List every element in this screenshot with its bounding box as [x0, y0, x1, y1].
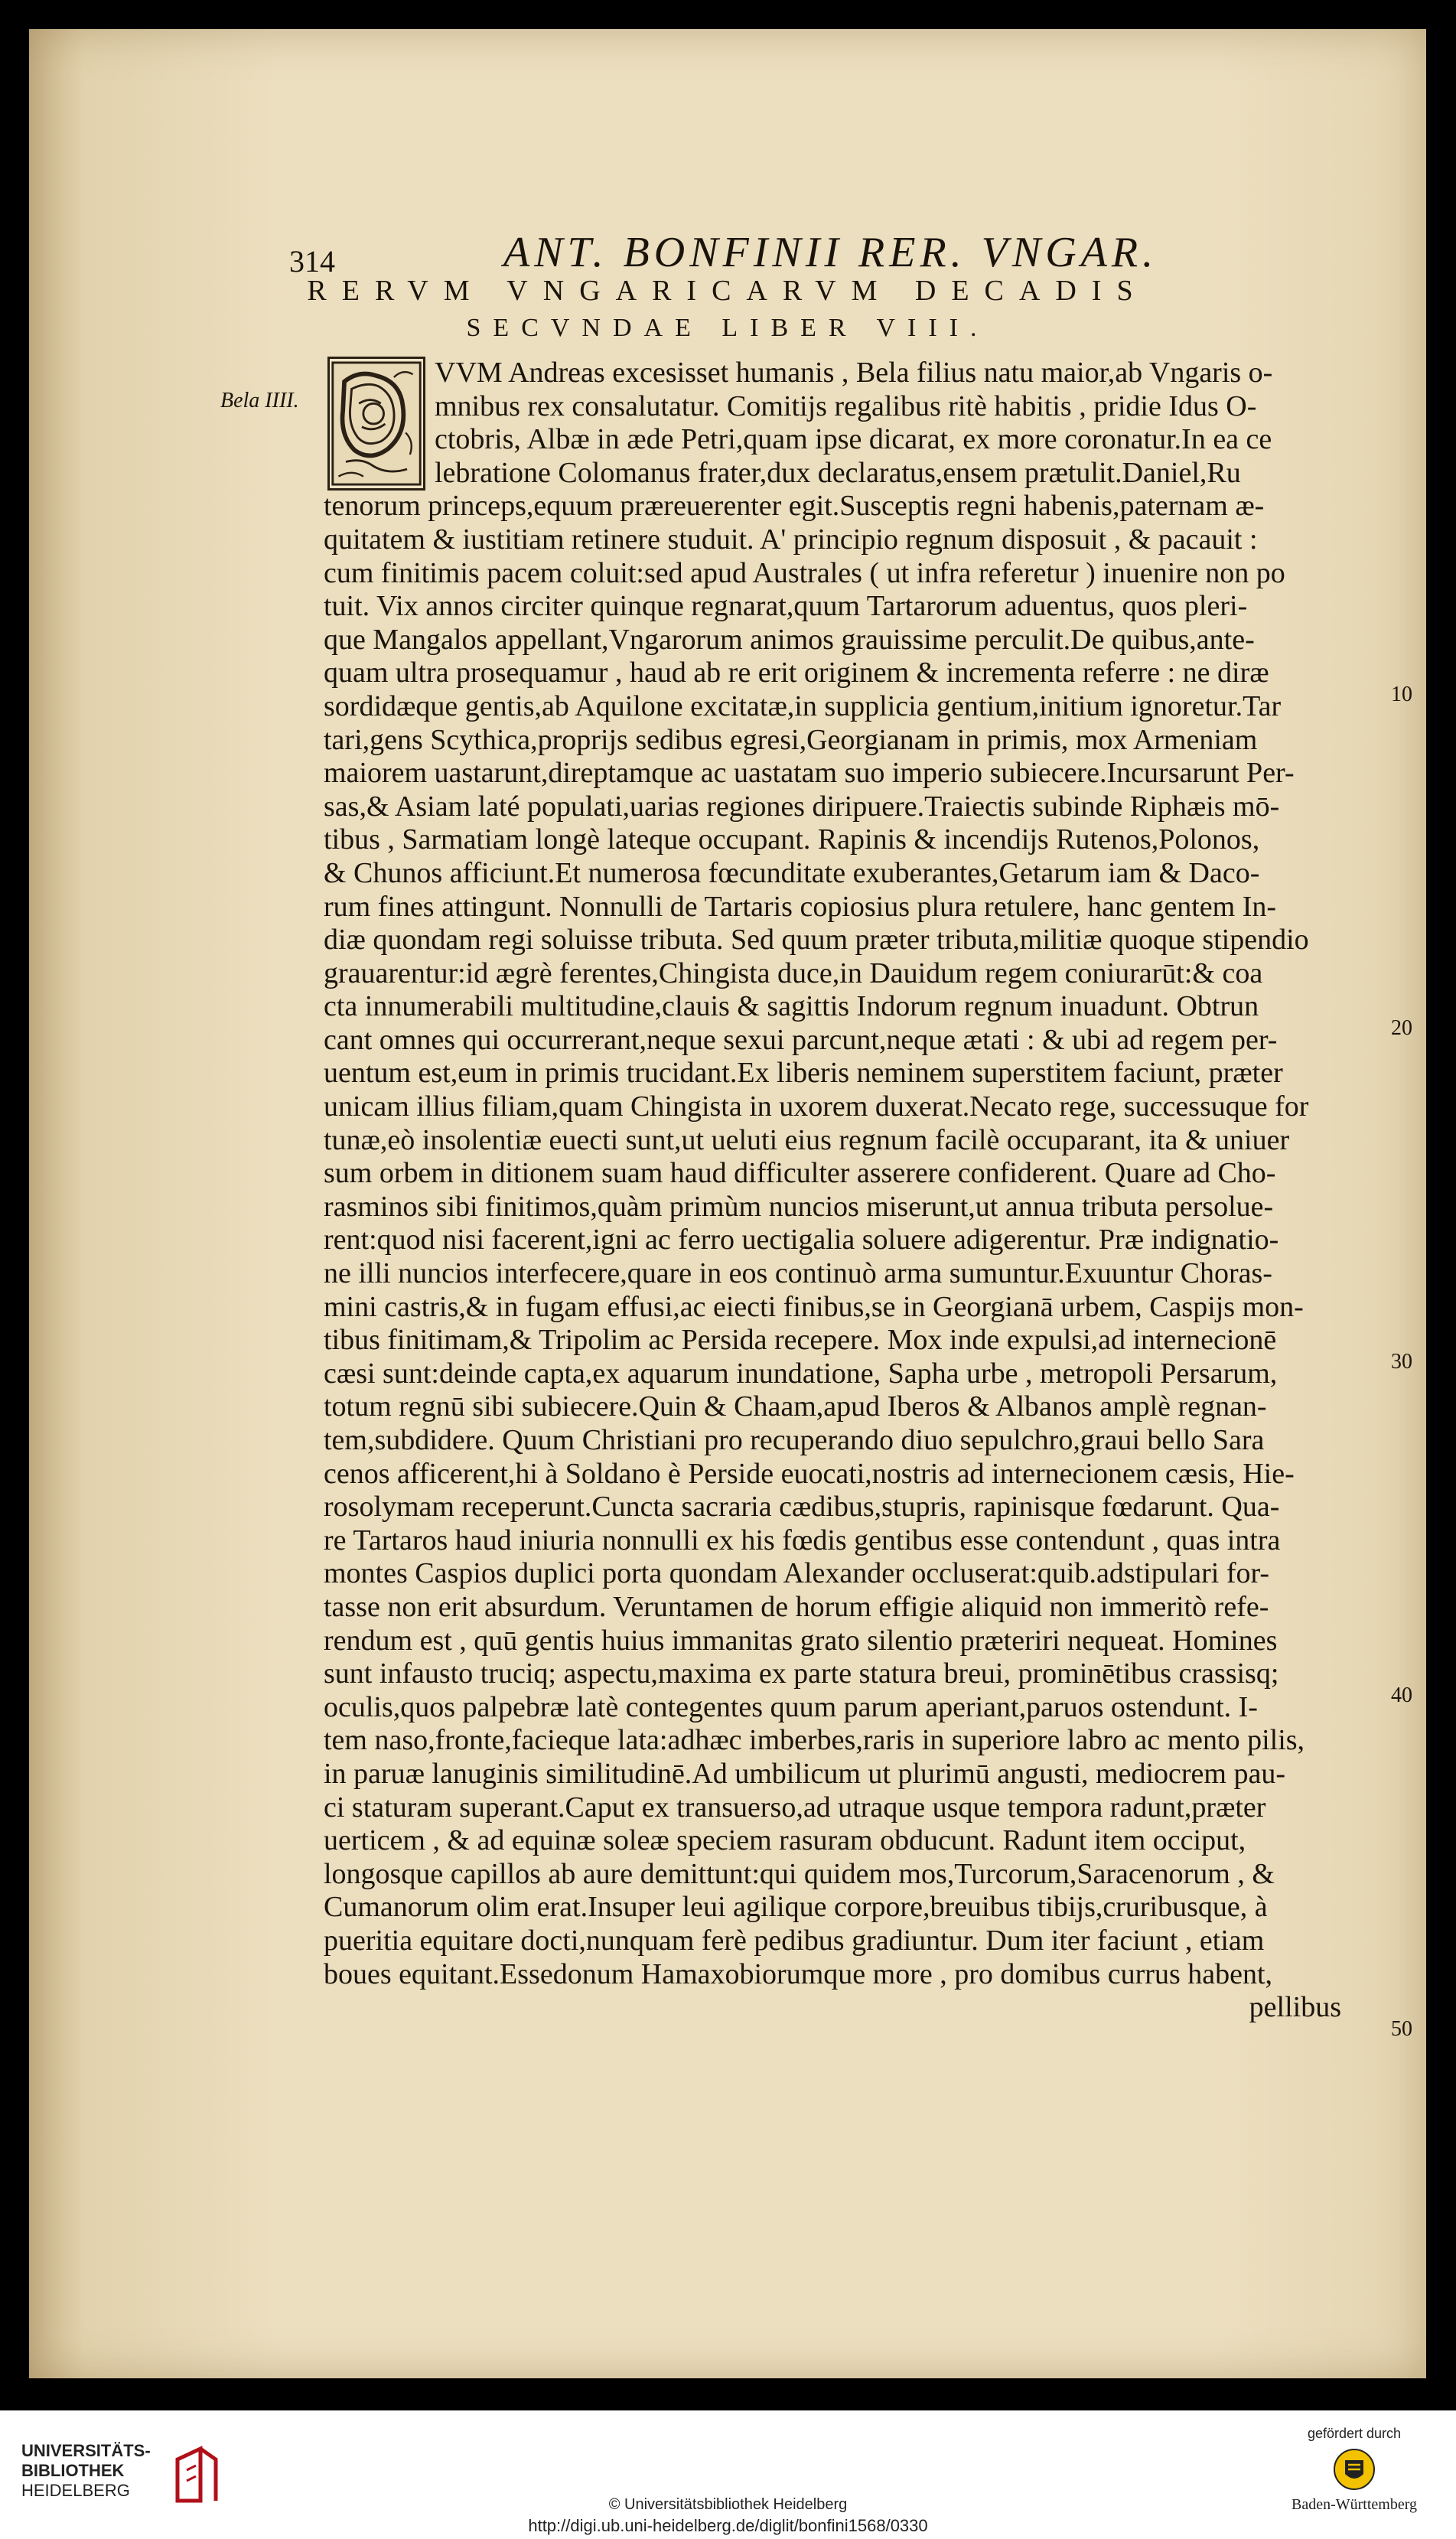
line-number: 30: [1391, 1350, 1412, 1374]
text-line: uentum est,eum in primis trucidant.Ex liberis neminem superstitem faciunt, præter: [324, 1057, 1283, 1090]
text-line: ci staturam superant.Caput ex transuerso,ad utraque usque tempora radunt,præter: [324, 1791, 1266, 1824]
text-line: cenos afficerent,hi à Soldano è Perside euocati,nostris ad internecionem cæsis, Hie-: [324, 1457, 1295, 1490]
text-line: quam ultra prosequamur , haud ab re erit originem & incrementa referre : ne diræ: [324, 657, 1269, 689]
text-line: montes Caspios duplici porta quondam Alexander occluserat:quib.adstipulari for-: [324, 1557, 1270, 1590]
sponsor-label: gefördert durch: [1307, 2426, 1402, 2441]
text-line: diæ quondam regi soluisse tributa. Sed quum præter tributa,militiæ quoque stipendio: [324, 924, 1309, 957]
line-number: 10: [1391, 683, 1412, 706]
line-number: 50: [1391, 2017, 1412, 2041]
text-line: maiorem uastarunt,direptamque ac uastatam suo imperio subiecere.Incursarunt Per-: [324, 757, 1295, 790]
library-emblem-icon: [173, 2444, 220, 2504]
text-line: rum fines attingunt. Nonnulli de Tartaris copiosius plura retulere, hanc gentem In-: [324, 890, 1277, 923]
text-line: boues equitant.Essedonum Hamaxobiorumque more , pro domibus currus habent,: [324, 1957, 1273, 1990]
text-line: sordidæque gentis,ab Aquilone excitatæ,in supplicia gentium,initium ignoretur.Tar: [324, 689, 1282, 722]
book-page: [29, 29, 1426, 2378]
text-line: tunæ,eò insolentiæ euecti sunt,ut ueluti eius regnum facilè occuparant, ita & uniuer: [324, 1123, 1290, 1156]
text-line: tibus , Sarmatiam longè lateque occupant. Rapinis & incendijs Rutenos,Polonos,: [324, 823, 1260, 856]
text-line: sunt infausto truciq; aspectu,maxima ex parte statura breui, prominētibus crassisq;: [324, 1657, 1279, 1690]
text-line: sum orbem in ditionem suam haud difficulter asserere confiderent. Quare ad Cho-: [324, 1157, 1276, 1190]
text-line: ctobris, Albæ in æde Petri,quam ipse dicarat, ex more coronatur.In ea ce: [435, 423, 1272, 456]
text-line: oculis,quos palpebræ latè contegentes quum parum aperiant,paruos ostendunt. I-: [324, 1690, 1258, 1723]
text-line: tari,gens Scythica,proprijs sedibus egresi,Georgianam in primis, mox Armeniam: [324, 723, 1258, 756]
text-line: rent:quod nisi facerent,igni ac ferro uectigalia soluere adigerentur. Præ indignatio-: [324, 1224, 1279, 1256]
text-line: quitatem & iustitiam retinere studuit. A' principio regnum disposuit , & pacauit :: [324, 523, 1258, 556]
text-line: longosque capillos ab aure demittunt:qui quidem mos,Turcorum,Saracenorum , &: [324, 1857, 1275, 1890]
text-line: unicam illius filiam,quam Chingista in uxorem duxerat.Necato rege, successuque for: [324, 1090, 1309, 1123]
library-name-line: HEIDELBERG: [21, 2481, 130, 2500]
text-line: tem,subdidere. Quum Christiani pro recuperando diuo sepulchro,graui bello Sara: [324, 1424, 1265, 1456]
text-line: que Mangalos appellant,Vngarorum animos grauissime perculit.De quibus,ante-: [324, 623, 1255, 656]
text-line: mnibus rex consalutatur. Comitijs regalibus ritè habitis , pridie Idus O-: [435, 389, 1257, 422]
text-line: cant omnes qui occurrerant,neque sexui parcunt,neque ætati : & ubi ad regem per-: [324, 1023, 1278, 1056]
text-line: tibus finitimam,& Tripolim ac Persida recepere. Mox inde expulsi,ad internecionē: [324, 1324, 1277, 1357]
text-line: totum regnū sibi subiecere.Quin & Chaam,apud Iberos & Albanos amplè regnan-: [324, 1390, 1267, 1423]
chapter-subtitle: SECVNDAE LIBER VIII.: [466, 314, 989, 342]
text-line: pueritia equitare docti,nunquam ferè pedibus gradiuntur. Dum iter faciunt , etiam: [324, 1924, 1265, 1957]
text-line: cum finitimis pacem coluit:sed apud Australes ( ut infra referetur ) inuenire non po: [324, 556, 1285, 589]
text-line: sas,& Asiam laté populati,uarias regiones diripuere.Traiectis subinde Riphæis mō-: [324, 790, 1280, 823]
sponsor-name: Baden-Württemberg: [1291, 2496, 1417, 2513]
marginal-note: Bela IIII.: [220, 389, 299, 412]
text-line: rasminos sibi finitimos,quàm primùm nuncios miserunt,ut annua tributa persolue-: [324, 1190, 1274, 1223]
line-number: 20: [1391, 1016, 1412, 1040]
text-line: VVM Andreas excesisset humanis , Bela filius natu maior,ab Vngaris o-: [435, 357, 1273, 389]
text-line: uerticem , & ad equinæ soleæ speciem rasuram obducunt. Radunt item occiput,: [324, 1824, 1246, 1857]
text-line: rosolymam receperunt.Cuncta sacraria cædibus,stupris, rapinisque fœdarunt. Qua-: [324, 1491, 1280, 1524]
permalink[interactable]: http://digi.ub.uni-heidelberg.de/diglit/bonfini1568/0330: [528, 2516, 928, 2535]
body-text: [324, 357, 1341, 2025]
page-number: 314: [289, 244, 335, 279]
text-line: tenorum princeps,equum præreuerenter egit.Susceptis regni habenis,paternam æ-: [324, 490, 1265, 523]
text-line: mini castris,& in fugam effusi,ac eiecti finibus,se in Georgianā urbem, Caspijs mon-: [324, 1290, 1304, 1323]
text-line: in paruæ lanuginis similitudinē.Ad umbilicum ut plurimū angusti, mediocrem pau-: [324, 1757, 1286, 1790]
catchword: pellibus: [1249, 1991, 1341, 2024]
copyright-notice: © Universitätsbibliothek Heidelberg: [608, 2496, 848, 2513]
text-line: cta innumerabili multitudine,clauis & sagittis Indorum regnum inuadunt. Obtrun: [324, 990, 1259, 1023]
library-name-line: UNIVERSITÄTS-: [21, 2441, 151, 2460]
text-line: re Tartaros haud iniuria nonnulli ex his fœdis gentibus esse contendunt , quas intra: [324, 1524, 1281, 1556]
text-line: rendum est , quū gentis huius immanitas grato silentio præteriri nequeat. Homines: [324, 1624, 1278, 1657]
text-line: cæsi sunt:deinde capta,ex aquarum inundatione, Sapha urbe , metropoli Persarum,: [324, 1357, 1278, 1390]
line-number: 40: [1391, 1683, 1412, 1707]
viewer-footer: [0, 2410, 1456, 2539]
text-line: tuit. Vix annos circiter quinque regnarat,quum Tartarorum aduentus, quos pleri-: [324, 590, 1248, 623]
text-line: tem naso,fronte,facieque lata:adhæc imberbes,raris in superiore labro ac mento pilis,: [324, 1724, 1305, 1757]
chapter-title: RERVM VNGARICARVM DECADIS: [307, 275, 1148, 307]
sponsor-block: [1270, 2426, 1438, 2514]
text-line: tasse non erit absurdum. Veruntamen de horum effigie aliquid non immeritò refe-: [324, 1590, 1269, 1623]
text-line: Cumanorum olim erat.Insuper leui agilique corpore,breuibus tibijs,cruribusque, à: [324, 1891, 1268, 1924]
library-name-line: BIBLIOTHEK: [21, 2461, 125, 2480]
text-line: & Chunos afficiunt.Et numerosa fœcunditate exuberantes,Getarum iam & Daco-: [324, 856, 1260, 889]
running-head: [29, 213, 1426, 279]
text-line: grauarentur:id ægrè ferentes,Chingista duce,in Dauidum regem coniurarūt:& coa: [324, 957, 1263, 989]
running-head-title: ANT. BONFINII RER. VNGAR.: [503, 229, 1158, 276]
state-coat-of-arms-icon: [1333, 2448, 1376, 2491]
text-line: ne illi nuncios interfecere,quare in eos continuò arma sumuntur.Exuuntur Choras-: [324, 1257, 1272, 1290]
text-line: lebratione Colomanus frater,dux declaratus,ensem prætulit.Daniel,Ru: [435, 456, 1241, 489]
